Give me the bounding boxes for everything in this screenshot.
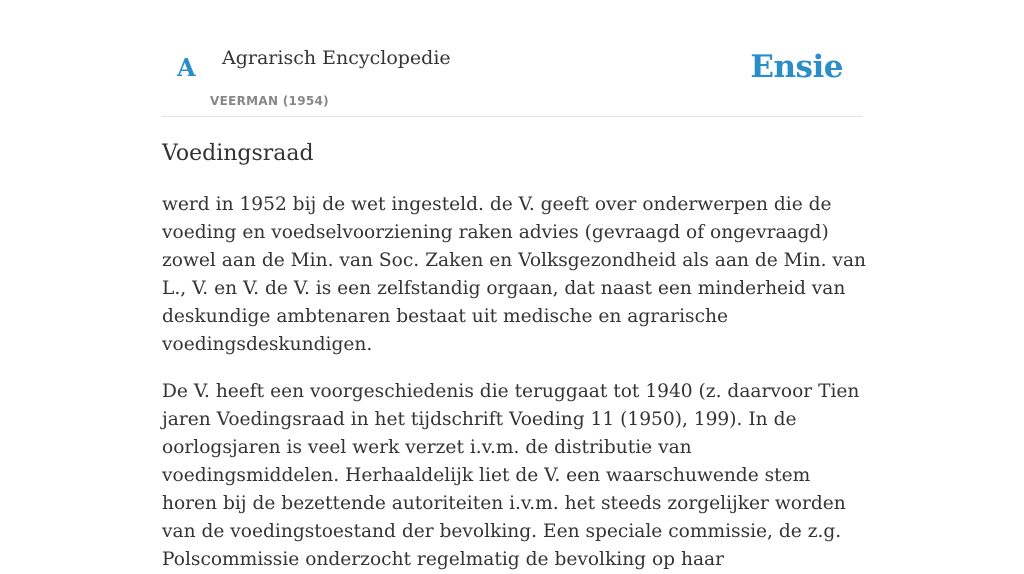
article-paragraph-1: werd in 1952 bij de wet ingesteld. de V. geeft over onderwerpen die de voeding en voedselvoorziening raken advies (gevraagd of ongevraagd) zowel aan de Min. van Soc. Zaken en Volksgezondheid als aan de Min. van L., V. en V. de V. is een zelfstandig orgaan, dat naast een minderheid van deskundige ambtenaren bestaat uit medische en agrarische voedingsdeskundigen. <box>162 193 867 355</box>
publication-logo-icon[interactable]: A <box>177 53 196 82</box>
publication-title[interactable]: Agrarisch Encyclopedie <box>222 47 451 69</box>
ensie-brand-logo[interactable]: Ensie <box>750 49 843 85</box>
article-body <box>162 140 866 574</box>
article-paragraph-2: De V. heeft een voorgeschiedenis die teruggaat tot 1940 (z. daarvoor Tien jaren Voedingsraad in het tijdschrift Voeding 11 (1950), 199). In de oorlogsjaren is veel werk verzet i.v.m. de distributie van voedingsmiddelen. Herhaaldelijk liet de V. een waarschuwende stem horen bij de bezettende autoriteiten i.v.m. het steeds zorgelijker worden van de voedingstoestand der bevolking. Een speciale commissie, de z.g. Polscommissie onderzocht regelmatig de bevolking op haar <box>162 380 860 570</box>
publication-author-year: VEERMAN (1954) <box>210 94 329 108</box>
site-header <box>162 0 862 117</box>
article-title: Voedingsraad <box>162 141 314 166</box>
